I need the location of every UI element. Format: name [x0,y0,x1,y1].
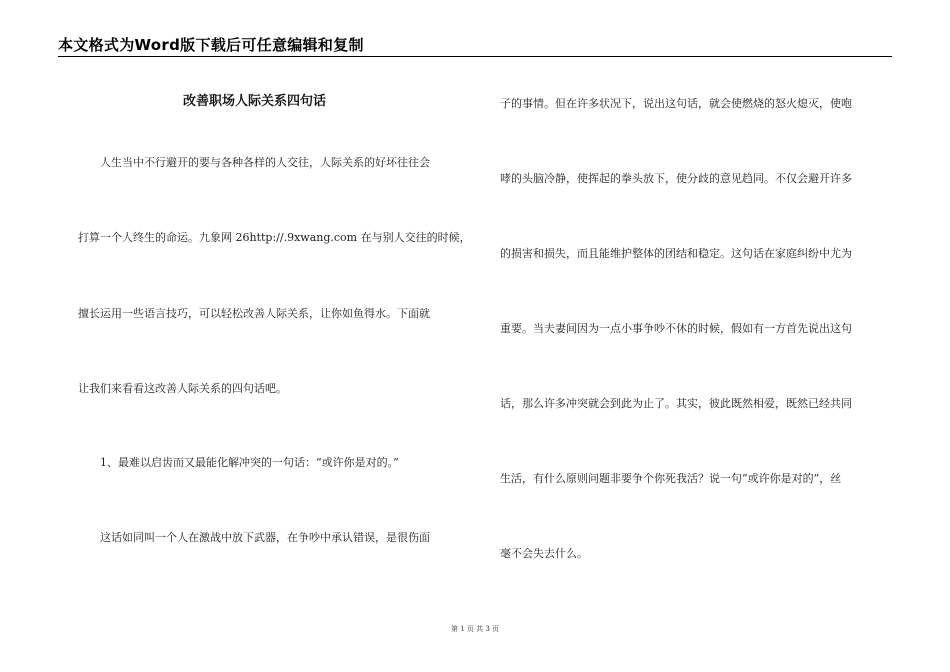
paragraph-line: 让我们来看看这改善人际关系的四句话吧。 [78,382,287,395]
paragraph-line: 打算一个人终生的命运。九象网 26http://.9xwang.com 在与别人交往的时候， [78,231,471,244]
article-title: 改善职场人际关系四句话 [183,94,327,109]
paragraph-line: 子的事情。但在许多状况下，说出这句话，就会使燃烧的怒火熄灭，使咆 [500,97,852,110]
paragraph-line: 哮的头脑冷静，使挥起的拳头放下，使分歧的意见趋同。不仅会避开许多 [500,172,852,185]
paragraph-line: 人生当中不行避开的要与各种各样的人交往，人际关系的好坏往往会 [100,156,430,169]
paragraph-line: 这话如同叫一个人在激战中放下武器，在争吵中承认错误，是很伤面 [100,531,430,544]
header-banner-text: 本文格式为Word版下载后可任意编辑和复制 [58,36,364,54]
paragraph-line: 重要。当夫妻间因为一点小事争吵不休的时候，假如有一方首先说出这句 [500,322,852,335]
paragraph-line: 擅长运用一些语言技巧，可以轻松改善人际关系，让你如鱼得水。下面就 [78,307,430,320]
paragraph-line: 话，那么许多冲突就会到此为止了。其实，彼此既然相爱，既然已经共同 [500,397,852,410]
paragraph-line: 1、最难以启齿而又最能化解冲突的一句话：“或许你是对的。” [100,456,399,469]
paragraph-line: 毫不会失去什么。 [500,547,588,560]
paragraph-line: 生活，有什么原则问题非要争个你死我活？说一句“或许你是对的”，丝 [500,472,842,485]
paragraph-line: 的损害和损失，而且能维护整体的团结和稳定。这句话在家庭纠纷中尤为 [500,247,852,260]
page-number-footer: 第 1 页 共 3 页 [450,625,500,633]
document-header [58,34,892,57]
